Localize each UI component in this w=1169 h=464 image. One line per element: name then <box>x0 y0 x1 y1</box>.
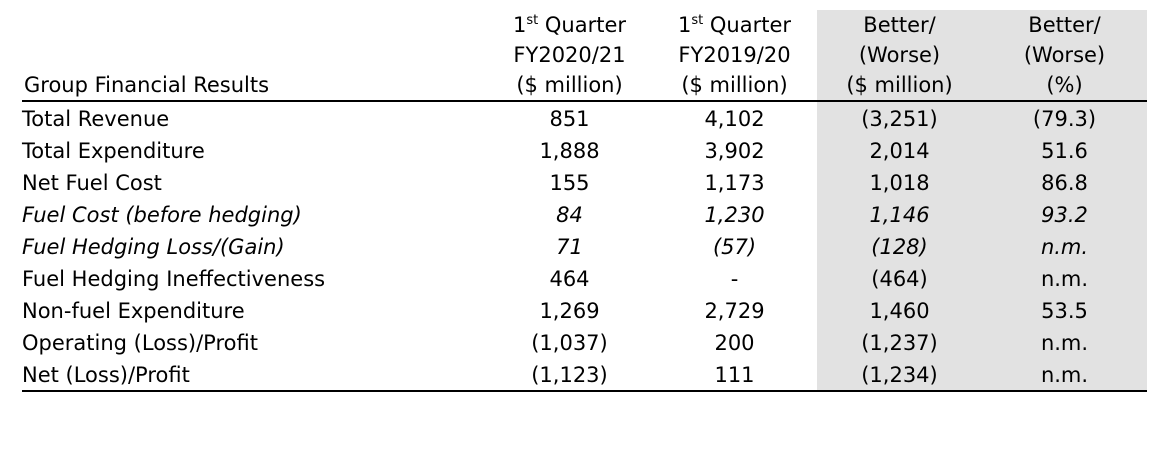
header-text: Better/ <box>1028 13 1101 37</box>
cell-q1_fy1920: 2,729 <box>704 299 765 323</box>
row-label: Operating (Loss)/Profit <box>22 331 258 355</box>
header-col-2-line3 <box>817 70 982 101</box>
table-row <box>22 230 1147 262</box>
header-text: Better/ <box>863 13 936 37</box>
header-text: ($ million) <box>516 73 623 97</box>
cell-q1_fy1920: 111 <box>652 358 817 391</box>
table-body <box>22 101 1147 391</box>
cell-better_worse_pct: 51.6 <box>982 134 1147 166</box>
header-text: FY2020/21 <box>513 43 626 67</box>
cell-q1_fy2021: 1,269 <box>539 299 600 323</box>
cell-q1_fy2021: 84 <box>556 203 583 227</box>
row-label-column-header: Group Financial Results <box>24 73 270 97</box>
header-col-3-line2 <box>982 40 1147 70</box>
row-label: Fuel Hedging Ineffectiveness <box>22 267 326 291</box>
cell-q1_fy1920: 1,230 <box>704 203 765 227</box>
header-text: 1st Quarter <box>677 13 792 37</box>
cell-better_worse_pct: n.m. <box>982 230 1147 262</box>
cell-q1_fy2021: 464 <box>549 267 590 291</box>
cell-better_worse_mil: (464) <box>817 262 982 294</box>
header-text: ($ million) <box>846 73 953 97</box>
cell-better_worse_mil: 1,460 <box>817 294 982 326</box>
cell-better_worse_mil: (1,237) <box>817 326 982 358</box>
cell-q1_fy2021: (1,123) <box>487 358 652 391</box>
cell-q1_fy1920: - <box>730 267 739 291</box>
row-label: Net Fuel Cost <box>22 171 162 195</box>
cell-better_worse_mil: 1,146 <box>817 198 982 230</box>
row-label: Non-fuel Expenditure <box>22 299 245 323</box>
header-text: (Worse) <box>1023 43 1106 67</box>
cell-q1_fy1920: 1,173 <box>704 171 765 195</box>
header-text: (%) <box>1046 73 1083 97</box>
cell-better_worse_mil: 1,018 <box>817 166 982 198</box>
table-row <box>22 198 1147 230</box>
cell-q1_fy2021: 1,888 <box>539 139 600 163</box>
header-text: FY2019/20 <box>678 43 791 67</box>
table-row <box>22 134 1147 166</box>
header-col-1-line1 <box>652 10 817 40</box>
cell-better_worse_pct: (79.3) <box>982 101 1147 134</box>
row-label: Fuel Hedging Loss/(Gain) <box>22 235 285 259</box>
cell-better_worse_mil: (1,234) <box>817 358 982 391</box>
cell-q1_fy1920: 3,902 <box>704 139 765 163</box>
header-text: 1st Quarter <box>512 13 627 37</box>
table-row <box>22 294 1147 326</box>
cell-better_worse_mil: (128) <box>817 230 982 262</box>
row-label: Total Expenditure <box>22 139 205 163</box>
header-col-2-line1 <box>817 10 982 40</box>
cell-better_worse_mil: 2,014 <box>817 134 982 166</box>
header-col-0-line1 <box>487 10 652 40</box>
cell-q1_fy2021: 71 <box>556 235 583 259</box>
header-text: ($ million) <box>681 73 788 97</box>
row-label: Total Revenue <box>22 101 487 134</box>
cell-better_worse_pct: n.m. <box>982 326 1147 358</box>
cell-q1_fy1920: 4,102 <box>652 101 817 134</box>
cell-better_worse_pct: n.m. <box>982 262 1147 294</box>
row-label: Fuel Cost (before hedging) <box>22 203 302 227</box>
cell-q1_fy1920: (57) <box>712 235 757 259</box>
header-col-0-line2 <box>487 40 652 70</box>
cell-better_worse_mil: (3,251) <box>817 101 982 134</box>
table-row <box>22 166 1147 198</box>
header-row-line2 <box>22 40 1147 70</box>
header-row-line3 <box>22 70 1147 101</box>
cell-better_worse_pct: 86.8 <box>982 166 1147 198</box>
cell-better_worse_pct: n.m. <box>982 358 1147 391</box>
header-label-blank <box>22 10 487 40</box>
cell-q1_fy2021: 851 <box>487 101 652 134</box>
table-row <box>22 326 1147 358</box>
header-col-1-line3 <box>652 70 817 101</box>
cell-better_worse_pct: 93.2 <box>982 198 1147 230</box>
cell-q1_fy2021: (1,037) <box>531 331 608 355</box>
header-label-blank-2 <box>22 40 487 70</box>
header-col-0-line3 <box>487 70 652 101</box>
header-text: (Worse) <box>858 43 941 67</box>
row-label: Net (Loss)/Profit <box>22 358 487 391</box>
table-header <box>22 10 1147 101</box>
cell-q1_fy2021: 155 <box>549 171 590 195</box>
cell-q1_fy1920: 200 <box>714 331 755 355</box>
header-col-1-line2 <box>652 40 817 70</box>
group-financial-results-table <box>22 10 1147 392</box>
cell-better_worse_pct: 53.5 <box>982 294 1147 326</box>
table-row <box>22 101 1147 134</box>
header-col-2-line2 <box>817 40 982 70</box>
header-row-line1 <box>22 10 1147 40</box>
header-col-3-line3 <box>982 70 1147 101</box>
header-col-3-line1 <box>982 10 1147 40</box>
table-row <box>22 358 1147 391</box>
table-row <box>22 262 1147 294</box>
